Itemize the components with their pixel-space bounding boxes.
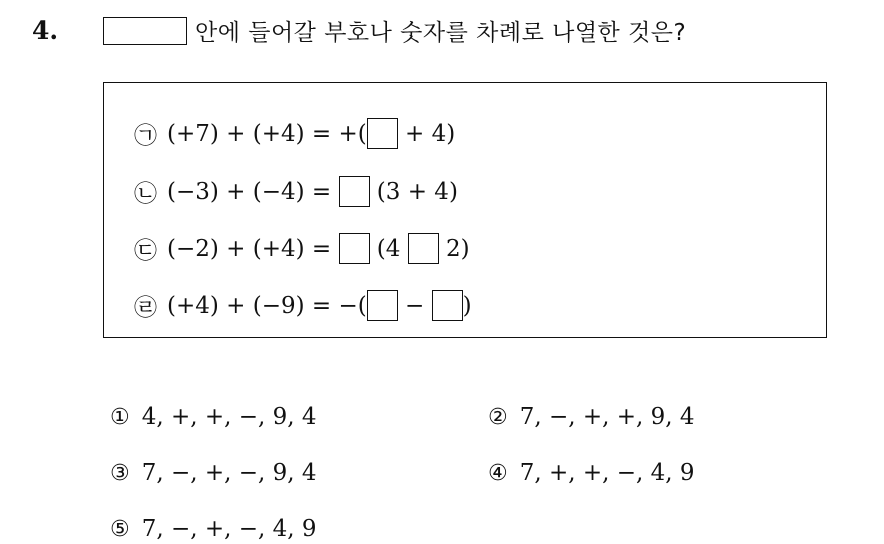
- expression-text: (+7) + (+4) = +(: [167, 120, 367, 147]
- choice-mark: ④: [488, 460, 508, 486]
- blank-box: [339, 233, 370, 264]
- blank-box: [339, 176, 370, 207]
- choice-1[interactable]: [110, 404, 317, 430]
- blank-box: [367, 118, 398, 149]
- choice-text: 4, +, +, −, 9, 4: [141, 404, 317, 430]
- choice-text: 7, −, +, +, 9, 4: [519, 404, 695, 430]
- expression-text: (+4) + (−9) = −(: [167, 292, 367, 319]
- choice-4[interactable]: [488, 460, 695, 486]
- expression-text: ): [462, 292, 472, 319]
- choice-text: 7, +, +, −, 4, 9: [519, 460, 695, 486]
- item-mark: ㉡: [134, 181, 157, 207]
- choice-mark: ⑤: [110, 516, 130, 542]
- expression-text: (3 + 4): [369, 178, 458, 205]
- expression-row-4: [134, 289, 472, 322]
- blank-box: [432, 290, 463, 321]
- expression-row-3: [134, 232, 470, 265]
- expression-text: (−2) + (+4) =: [167, 235, 339, 262]
- item-mark: ㉣: [134, 295, 157, 321]
- choice-2[interactable]: [488, 404, 695, 430]
- blank-box: [367, 290, 398, 321]
- expression-row-2: [134, 175, 458, 208]
- expression-text: −: [397, 292, 432, 319]
- expression-text: (−3) + (−4) =: [167, 178, 339, 205]
- expression-text: + 4): [397, 120, 456, 147]
- choice-mark: ③: [110, 460, 130, 486]
- choice-mark: ②: [488, 404, 508, 430]
- question-text: 안에 들어갈 부호나 숫자를 차례로 나열한 것은?: [195, 20, 687, 46]
- choice-text: 7, −, +, −, 4, 9: [141, 516, 317, 542]
- expression-text: 2): [438, 235, 470, 262]
- choice-5[interactable]: [110, 516, 317, 542]
- question-stem: [103, 14, 686, 47]
- item-mark: ㉢: [134, 238, 157, 264]
- item-mark: ㉠: [134, 123, 157, 149]
- blank-box: [408, 233, 439, 264]
- expression-text: (4: [369, 235, 408, 262]
- choice-text: 7, −, +, −, 9, 4: [141, 460, 317, 486]
- expression-box: [103, 82, 827, 338]
- answer-blank-box: [103, 17, 187, 45]
- choice-3[interactable]: [110, 460, 317, 486]
- expression-row-1: [134, 117, 455, 150]
- question-number: 4.: [32, 16, 59, 45]
- choice-mark: ①: [110, 404, 130, 430]
